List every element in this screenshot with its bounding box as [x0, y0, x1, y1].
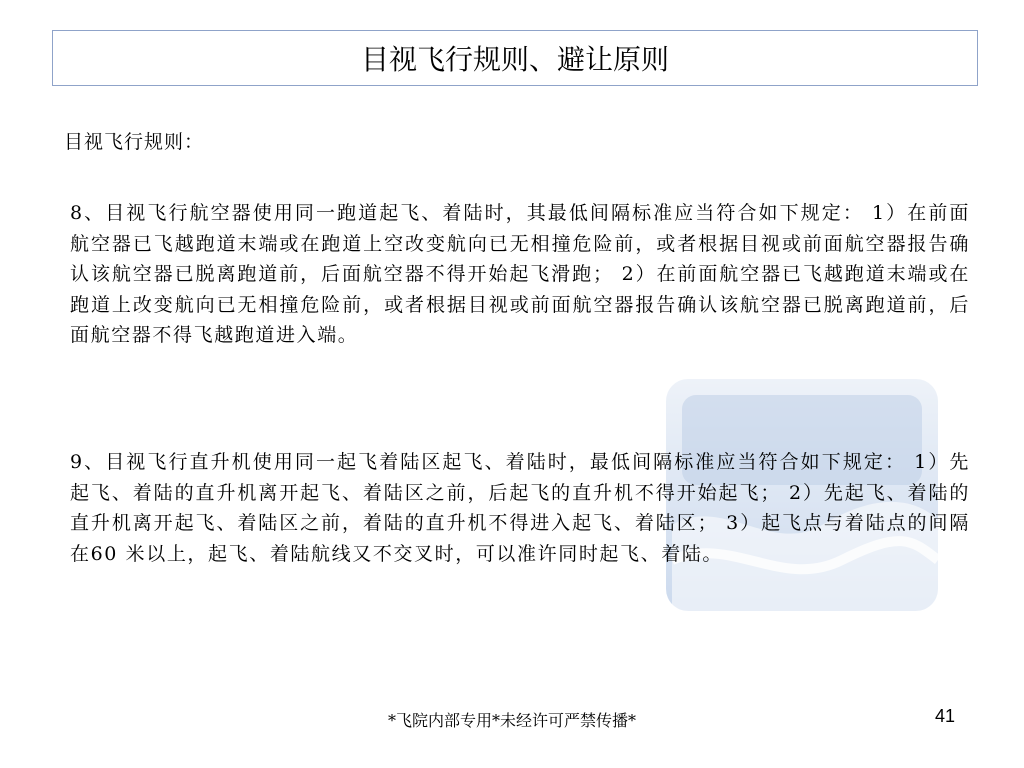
page-number: 41: [935, 706, 956, 726]
section-subheading: 目视飞行规则：: [64, 131, 205, 153]
footer-notice: *飞院内部专用*未经许可严禁传播*: [387, 711, 636, 730]
slide-title: 目视飞行规则、避让原则: [360, 43, 669, 76]
paragraph-rule-8: 8、目视飞行航空器使用同一跑道起飞、着陆时，其最低间隔标准应当符合如下规定： 1）在前面航空器已飞越跑道末端或在跑道上空改变航向已无相撞危险前，或者根据目视或前面航空器报告确认该航空器已脱离跑道前，后面航空器不得开始起飞滑跑； 2）在前面航空器已飞越跑道末端或在跑道上改变航向已无相撞危险前，或者根据目视或前面航空器报告确认该航空器已脱离跑道前，后面航空器不得飞越跑道进入端。: [70, 202, 970, 346]
title-box: [52, 30, 978, 86]
paragraph-rule-9: 9、目视飞行直升机使用同一起飞着陆区起飞、着陆时，最低间隔标准应当符合如下规定： 1）先起飞、着陆的直升机离开起飞、着陆区之前，后起飞的直升机不得开始起飞； 2）先起飞、着陆的直升机离开起飞、着陆区之前，着陆的直升机不得进入起飞、着陆区； 3）起飞点与着陆点的间隔在60 米以上，起飞、着陆航线又不交叉时，可以准许同时起飞、着陆。: [70, 451, 970, 565]
